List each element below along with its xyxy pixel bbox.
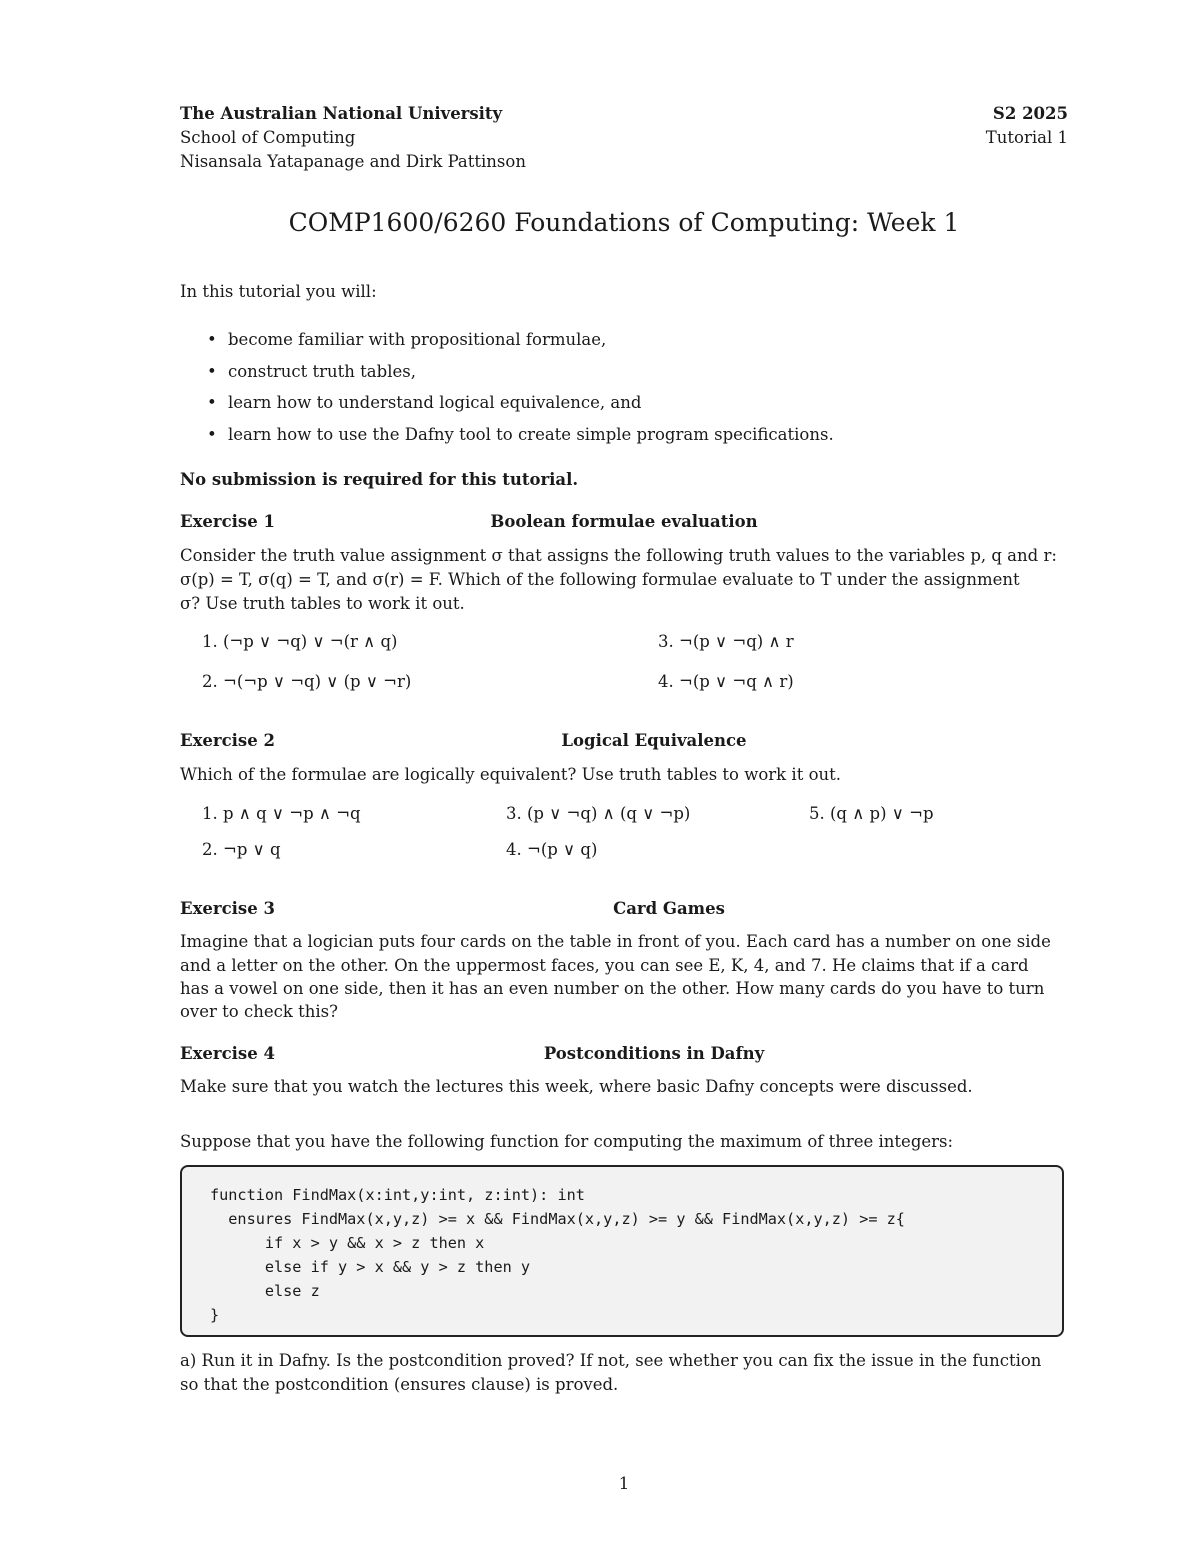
exercise-title: Card Games xyxy=(613,899,725,918)
list-item: • learn how to use the Dafny tool to create simple program specifications. xyxy=(180,421,1068,453)
exercise-3-line-1: Imagine that a logician puts four cards on the table in front of you. Each card has a number on one side xyxy=(180,932,1051,951)
code-listing-box xyxy=(180,1165,1064,1337)
exercise-title: Boolean formulae evaluation xyxy=(490,512,758,531)
part-a-line-1: a) Run it in Dafny. Is the postcondition proved? If not, see whether you can fix the issue in the function xyxy=(180,1351,1042,1370)
exercise-4-heading xyxy=(180,1044,1068,1070)
exercise-3-line-2: and a letter on the other. On the uppermost faces, you can see E, K, 4, and 7. He claims that if a card xyxy=(180,956,1029,975)
university-name: The Australian National University xyxy=(180,104,503,123)
formula-item: 1. p ∧ q ∨ ¬p ∧ ¬q xyxy=(202,804,361,823)
list-item: • construct truth tables, xyxy=(180,358,1068,390)
exercise-4-intro: Suppose that you have the following function for computing the maximum of three integers: xyxy=(180,1132,954,1151)
intro-text: In this tutorial you will: xyxy=(180,282,377,301)
formula-item: 5. (q ∧ p) ∨ ¬p xyxy=(809,804,934,823)
exercise-3-heading xyxy=(180,899,1068,925)
header-row-3 xyxy=(180,152,1068,171)
semester: S2 2025 xyxy=(992,104,1068,123)
exercise-number: Exercise 3 xyxy=(180,899,275,918)
list-item: • become familiar with propositional formulae, xyxy=(180,326,1068,358)
authors: Nisansala Yatapanage and Dirk Pattinson xyxy=(180,152,526,171)
exercise-3-line-3: has a vowel on one side, then it has an even number on the other. How many cards do you have to turn xyxy=(180,979,1045,998)
list-item: • learn how to understand logical equivalence, and xyxy=(180,389,1068,421)
tutorial-label: Tutorial 1 xyxy=(985,128,1068,147)
formula-item: 1. (¬p ∨ ¬q) ∨ ¬(r ∧ q) xyxy=(202,632,398,651)
exercise-4-line-1: Make sure that you watch the lectures this week, where basic Dafny concepts were discussed. xyxy=(180,1077,973,1096)
exercise-2-line-1: Which of the formulae are logically equivalent? Use truth tables to work it out. xyxy=(180,765,842,784)
exercise-title: Postconditions in Dafny xyxy=(543,1044,765,1063)
part-a-line-2: so that the postcondition (ensures clause) is proved. xyxy=(180,1375,619,1394)
formula-item: 3. (p ∨ ¬q) ∧ (q ∨ ¬p) xyxy=(506,804,691,823)
no-submission-note: No submission is required for this tutorial. xyxy=(180,470,579,489)
page-number: 1 xyxy=(618,1474,630,1493)
page-title: COMP1600/6260 Foundations of Computing: Week 1 xyxy=(288,208,960,237)
header-row-2 xyxy=(180,128,1068,147)
formula-item: 4. ¬(p ∨ ¬q ∧ r) xyxy=(658,672,794,691)
formula-item: 4. ¬(p ∨ q) xyxy=(506,840,598,859)
school-name: School of Computing xyxy=(180,128,356,147)
objectives-list xyxy=(180,326,1068,452)
exercise-1-line-3: σ? Use truth tables to work it out. xyxy=(180,594,465,613)
header-row-1 xyxy=(180,104,1068,123)
exercise-1-heading xyxy=(180,512,1068,538)
exercise-1-line-2: σ(p) = T, σ(q) = T, and σ(r) = F. Which of the following formulae evaluate to T under the assignment xyxy=(180,570,1020,589)
formula-item: 2. ¬(¬p ∨ ¬q) ∨ (p ∨ ¬r) xyxy=(202,672,412,691)
document-page xyxy=(180,0,1068,1553)
exercise-number: Exercise 4 xyxy=(180,1044,275,1063)
formula-item: 2. ¬p ∨ q xyxy=(202,840,281,859)
exercise-3-line-4: over to check this? xyxy=(180,1002,338,1021)
exercise-number: Exercise 1 xyxy=(180,512,275,531)
formula-item: 3. ¬(p ∨ ¬q) ∧ r xyxy=(658,632,794,651)
code-listing: function FindMax(x:int,y:int, z:int): int ensures FindMax(x,y,z) >= x && FindMax(x,y,z) >= y && FindMax(x,y,z) >= z{ if x > y && x > z then x else if y > x && y > z then y else z } xyxy=(210,1186,905,1324)
exercise-title: Logical Equivalence xyxy=(561,731,747,750)
exercise-1-line-1: Consider the truth value assignment σ that assigns the following truth values to the variables p, q and r: xyxy=(180,546,1057,565)
exercise-number: Exercise 2 xyxy=(180,731,275,750)
exercise-2-heading xyxy=(180,731,1068,757)
